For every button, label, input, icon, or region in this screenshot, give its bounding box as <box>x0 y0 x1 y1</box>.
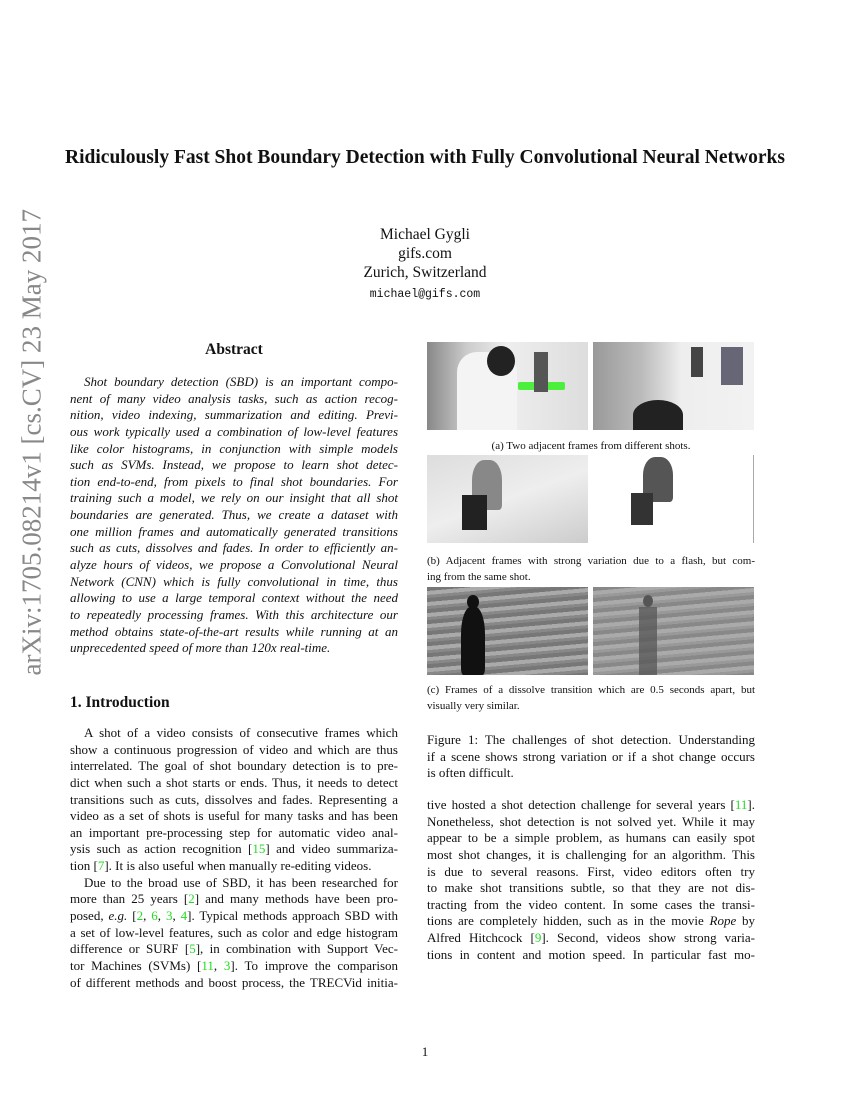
citation-link[interactable]: 2 <box>188 891 195 907</box>
figure-image-c1 <box>427 587 588 675</box>
text-line: show a continuous progression of video and which are thus <box>70 741 398 757</box>
text-line: an important pre-processing step for automatic video anal- <box>70 824 398 840</box>
figure-caption-b <box>427 553 755 585</box>
text-line: Alfred Hitchcock [9]. Second, videos show strong varia- <box>427 930 755 946</box>
figure-image-b2 <box>593 455 754 543</box>
text-line: (c) Frames of a dissolve transition which are 0.5 seconds apart, but <box>427 684 755 696</box>
text-line: method obtains state-of-the-art results while running at an <box>70 623 398 639</box>
citation-link[interactable]: 3 <box>223 957 231 973</box>
figure-image-a2 <box>593 342 754 430</box>
figure-caption-a: (a) Two adjacent frames from different shots. <box>491 440 691 452</box>
citation-link[interactable]: 11 <box>734 797 748 812</box>
text-line: if a scene shows strong variation or if a shot change occurs <box>427 748 755 764</box>
text-line: nent of many video analysis tasks, such as action recog- <box>70 390 398 406</box>
citation-link[interactable]: 11 <box>201 957 214 973</box>
text-line: video as a set of shots is useful for many tasks and has been <box>70 808 398 824</box>
text-line: tracting from the video content. In some cases the transi- <box>427 896 755 912</box>
citation-link[interactable]: 7 <box>97 858 105 874</box>
text-line: of different methods and boost process, the TRECVid initia- <box>70 974 398 990</box>
text-line: interrelated. The goal of shot boundary detection is to pre- <box>70 758 398 774</box>
text-line: unprecedented speed of more than 120x real-time. <box>70 640 331 656</box>
text-line: tor Machines (SVMs) [11, 3]. To improve the comparison <box>70 957 399 973</box>
text-line: difference or SURF [5], in combination with Support Vec- <box>70 941 398 957</box>
text-line: posed, e.g. [2, 6, 3, 4]. Typical methods approach SBD with <box>70 908 399 924</box>
text-line: a set of low-level features, such as color and edge histogram <box>70 924 398 940</box>
text-line: ysis such as action recognition [15] and video summariza- <box>70 841 399 857</box>
text-line: A shot of a video consists of consecutive frames which <box>84 725 398 740</box>
figure-caption-c <box>427 682 755 714</box>
citation-link[interactable]: 5 <box>189 941 196 957</box>
figure-image-b1 <box>427 455 588 543</box>
paper-title: Ridiculously Fast Shot Boundary Detection with Fully Convolutional Neural Networks <box>65 147 785 168</box>
citation-link[interactable]: 3 <box>165 908 173 924</box>
figure-image-a1 <box>427 342 588 430</box>
arxiv-stamp: arXiv:1705.08214v1 [cs.CV] 23 May 2017 <box>16 209 47 676</box>
text-line: ing from the same shot. <box>427 571 531 583</box>
text-line: (b) Adjacent frames with strong variation due to a flash, but com- <box>427 555 755 567</box>
intro-heading: 1. Introduction <box>70 694 170 711</box>
text-line: Nonetheless, shot detection is not solved yet. While it may <box>427 813 755 829</box>
page-number: 1 <box>421 1044 429 1059</box>
text-line: allowing to use a large temporal context without the need <box>70 590 398 606</box>
author-affiliation: gifs.com <box>398 245 452 262</box>
text-line: tions are completely hidden, such as in the movie Rope by <box>427 913 756 929</box>
text-line: training such a model, we rely on our insight that all shot <box>70 490 398 506</box>
text-line: visually very similar. <box>427 700 520 712</box>
text-line: most shot changes, it is challenging for an algorithm. This <box>427 846 755 862</box>
citation-link[interactable]: 6 <box>151 908 158 924</box>
text-line: one million frames and automatically generated transitions <box>70 523 398 539</box>
text-line: to make shot transitions subtle, so that they are not dis- <box>427 880 755 896</box>
abstract-heading: Abstract <box>205 341 263 358</box>
figure-image-c2 <box>593 587 754 675</box>
text-line: tions in content and motion speed. In particular fast mo- <box>427 946 755 962</box>
text-line: more than 25 years [2] and many methods have been pro- <box>70 891 398 907</box>
text-line: tive hosted a shot detection challenge for several years [11]. <box>427 797 755 812</box>
text-line: Network (CNN) which is fully convolutional in time, thus <box>70 573 398 589</box>
citation-link[interactable]: 4 <box>180 908 188 924</box>
text-line: dict when such a shot starts or ends. Thus, it needs to detect <box>70 774 398 790</box>
text-line: Shot boundary detection (SBD) is an important compo- <box>84 374 398 389</box>
text-line: tion [7]. It is also useful when manually re-editing videos. <box>70 858 372 874</box>
abstract-body <box>70 374 398 657</box>
text-line: to repeatedly processing frames. With this architecture our <box>70 606 398 622</box>
intro-body <box>70 725 398 991</box>
citation-link[interactable]: 2 <box>136 908 144 924</box>
citation-link[interactable]: 9 <box>534 930 542 946</box>
text-line: ous work typically used a combination of low-level features <box>70 423 398 439</box>
text-line: alyze hours of videos, we propose a Convolutional Neural <box>70 557 398 573</box>
text-line: such as cuts, dissolves and fades. In order to efficiently an- <box>70 540 398 556</box>
text-line: appear to be a simple problem, as humans can easily spot <box>427 830 755 846</box>
text-line: Due to the broad use of SBD, it has been researched for <box>84 874 398 890</box>
text-line: Figure 1: The challenges of shot detection. Understanding <box>427 732 755 747</box>
text-line: nition, video indexing, summarization and editing. Previ- <box>70 407 398 423</box>
text-line: boundaries are generated. Thus, we create a dataset with <box>70 507 398 523</box>
text-line: like color histograms, in conjunction with simple models <box>70 440 398 456</box>
text-line: is due to several reasons. First, video editors often try <box>427 863 755 879</box>
intro-body-continued <box>427 797 755 963</box>
author-name: Michael Gygli <box>380 226 470 243</box>
author-email[interactable]: michael@gifs.com <box>369 288 481 301</box>
citation-link[interactable]: 15 <box>252 841 266 857</box>
text-line: transitions such as cuts, dissolves and fades. Representing a <box>70 791 398 807</box>
text-line: is often difficult. <box>427 765 514 781</box>
author-location: Zurich, Switzerland <box>363 264 487 281</box>
text-line: tion end-to-end, from pixels to final shot boundaries. For <box>70 473 398 489</box>
text-line: such as SVMs. Instead, we propose to learn shot detec- <box>70 457 398 473</box>
figure-1-caption <box>427 732 755 782</box>
